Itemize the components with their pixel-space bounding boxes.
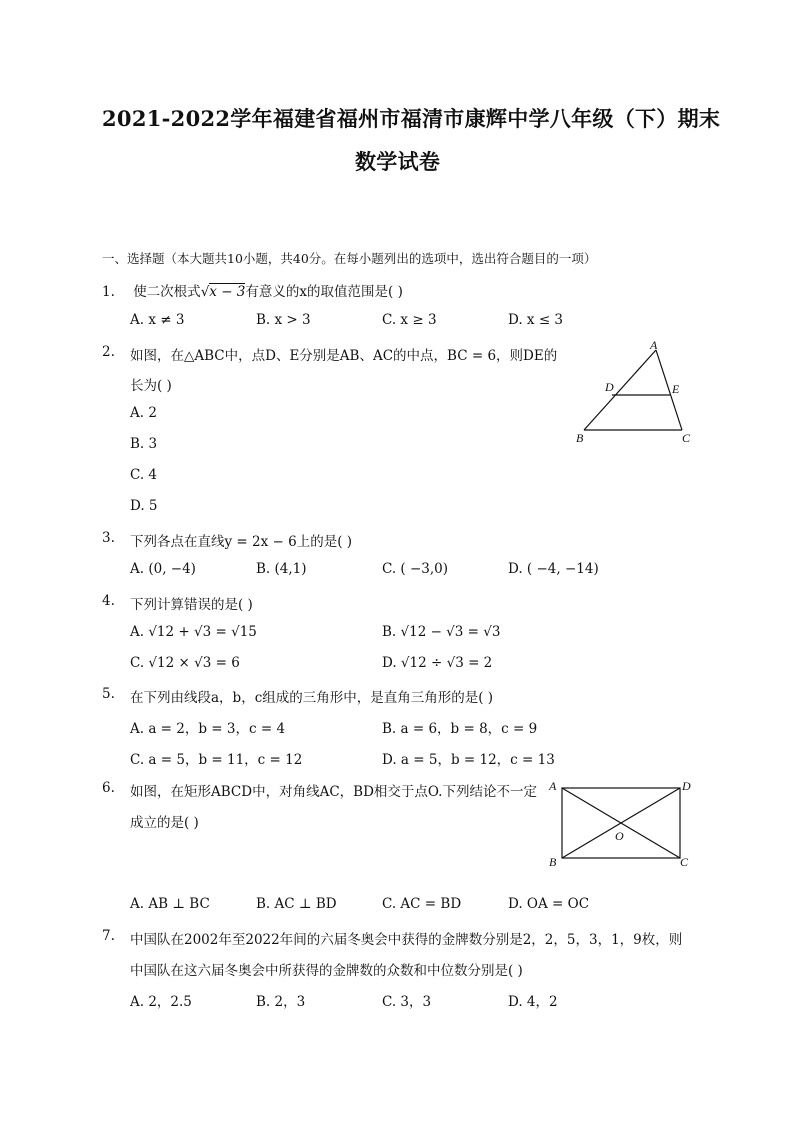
option-d: D. √12 ÷ √3 = 2 xyxy=(382,655,493,671)
radicand: x − 3 xyxy=(209,284,246,300)
option-c: C. 3，3 xyxy=(382,994,432,1010)
question-number: 1. xyxy=(102,284,115,300)
option-c: C. 4 xyxy=(130,467,158,483)
question-3-stem: 下列各点在直线y = 2x − 6上的是( ) xyxy=(130,534,353,550)
question-7-stem-line1: 中国队在2002年至2022年间的六届冬奥会中获得的金牌数分别是2，2，5，3，1，9枚，则 xyxy=(130,932,683,948)
triangle-figure xyxy=(570,340,700,450)
option-b: B. √12 − √3 = √3 xyxy=(382,624,501,640)
option-b: B. x > 3 xyxy=(256,312,311,328)
option-d: D. 5 xyxy=(130,498,158,514)
question-3-number: 3. xyxy=(102,530,115,546)
option-a: A. 2 xyxy=(130,405,157,421)
option-a: A. a = 2，b = 3，c = 4 xyxy=(130,721,286,737)
option-d: D. x ≤ 3 xyxy=(508,312,564,328)
label-o: O xyxy=(615,829,624,843)
label-c: C xyxy=(682,431,691,445)
question-stem-post: 有意义的x的取值范围是( ) xyxy=(245,284,403,300)
question-6-stem-line1: 如图，在矩形ABCD中，对角线AC，BD相交于点O.下列结论不一定 xyxy=(130,784,537,800)
question-6-number: 6. xyxy=(102,780,115,796)
question-stem-pre: 使二次根式 xyxy=(133,284,201,300)
option-c: C. AC = BD xyxy=(382,896,462,912)
question-2-stem-line1: 如图，在△ABC中，点D、E分别是AB、AC的中点，BC = 6，则DE的 xyxy=(130,348,558,364)
question-6-stem-line2: 成立的是( ) xyxy=(130,815,199,831)
label-b: B xyxy=(576,431,584,445)
label-e: E xyxy=(672,382,680,396)
option-a: A. (0, −4) xyxy=(130,561,196,577)
section-heading: 一、选择题（本大题共10小题，共40分。在每小题列出的选项中，选出符合题目的一项） xyxy=(102,251,597,266)
option-c: C. a = 5，b = 11，c = 12 xyxy=(130,752,303,768)
option-b: B. (4,1) xyxy=(256,561,307,577)
label-d: D xyxy=(605,380,614,394)
label-a: A xyxy=(549,779,557,793)
question-7-number: 7. xyxy=(102,928,115,944)
option-a: A. √12 + √3 = √15 xyxy=(130,624,257,640)
option-b: B. 3 xyxy=(130,436,158,452)
label-d: D xyxy=(682,779,691,793)
option-a: A. 2，2.5 xyxy=(130,994,192,1010)
question-2-number: 2. xyxy=(102,344,115,360)
option-b: B. a = 6，b = 8，c = 9 xyxy=(382,721,538,737)
label-c: C xyxy=(680,855,689,869)
option-c: C. x ≥ 3 xyxy=(382,312,437,328)
question-4-stem: 下列计算错误的是( ) xyxy=(130,597,253,613)
question-5-number: 5. xyxy=(102,686,115,702)
page-title-line2: 数学试卷 xyxy=(355,149,441,174)
option-d: D. a = 5，b = 12，c = 13 xyxy=(382,752,555,768)
page-title-line1: 2021-2022学年福建省福州市福清市康辉中学八年级（下）期末 xyxy=(102,106,721,131)
question-2-stem-line2: 长为( ) xyxy=(130,378,172,394)
option-c: C. √12 × √3 = 6 xyxy=(130,655,240,671)
option-c: C. ( −3,0) xyxy=(382,561,449,577)
question-7-stem-line2: 中国队在这六届冬奥会中所获得的金牌数的众数和中位数分别是( ) xyxy=(130,963,523,979)
option-a: A. x ≠ 3 xyxy=(130,312,185,328)
sqrt-symbol: √ xyxy=(200,284,210,300)
option-d: D. 4，2 xyxy=(508,994,558,1010)
option-a: A. AB ⊥ BC xyxy=(130,896,210,912)
option-b: B. AC ⊥ BD xyxy=(256,896,337,912)
option-d: D. OA = OC xyxy=(508,896,590,912)
question-1 xyxy=(102,280,403,300)
label-b: B xyxy=(549,855,557,869)
question-4-number: 4. xyxy=(102,593,115,609)
rectangle-figure xyxy=(545,778,705,878)
label-a: A xyxy=(650,340,658,352)
option-d: D. ( −4, −14) xyxy=(508,561,599,577)
option-b: B. 2，3 xyxy=(256,994,306,1010)
question-5-stem: 在下列由线段a，b，c组成的三角形中，是直角三角形的是( ) xyxy=(130,690,494,706)
